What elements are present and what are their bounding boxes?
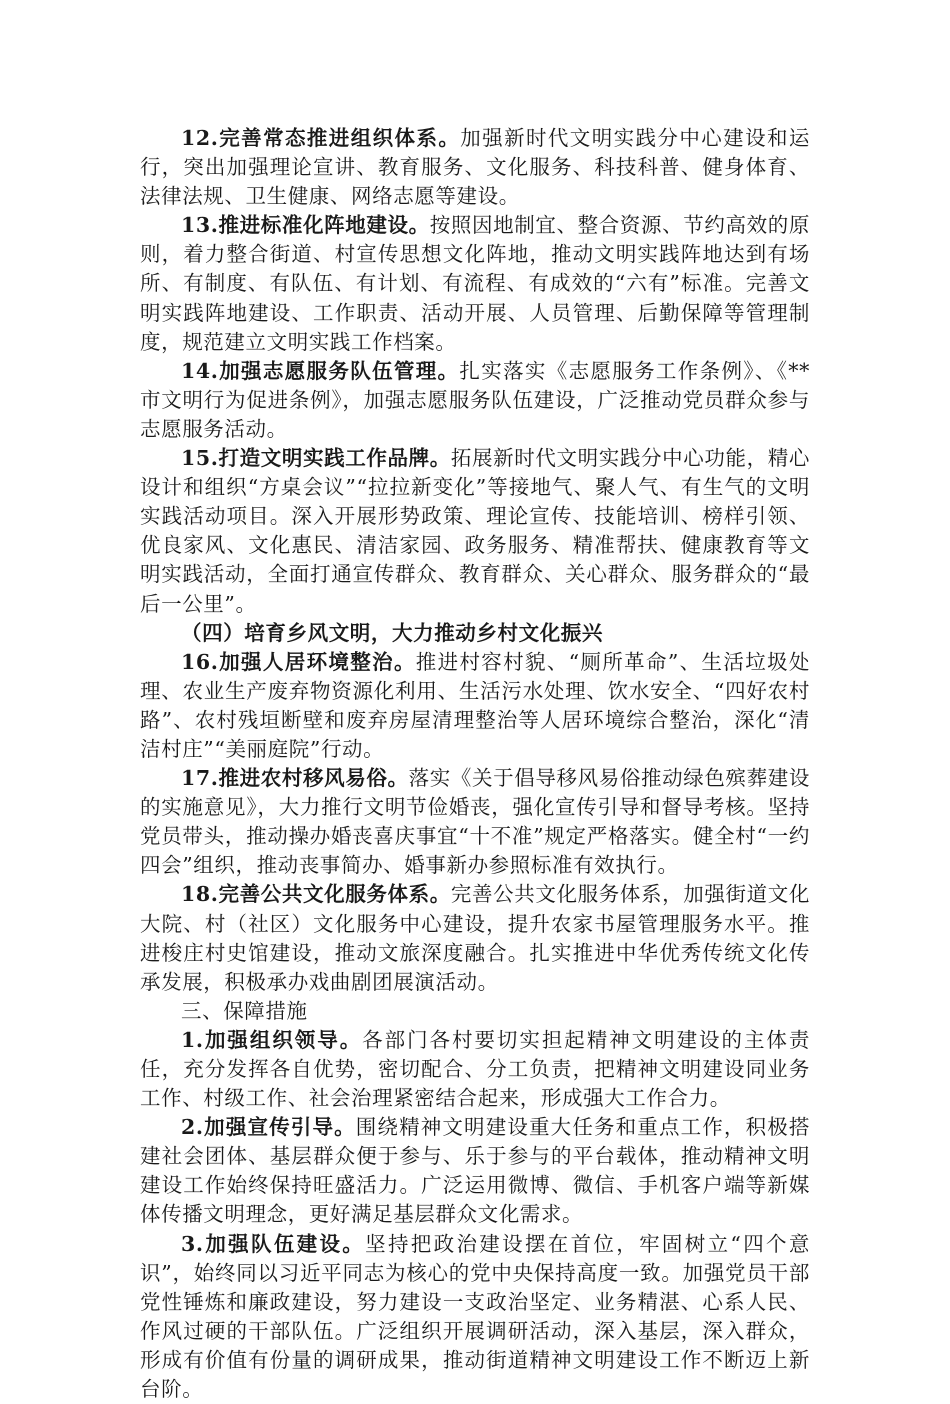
paragraph-14 xyxy=(140,357,810,444)
paragraph-17-lead: 17.推进农村移风易俗。 xyxy=(181,766,409,791)
paragraph-16 xyxy=(140,648,810,764)
paragraph-13-body: 按照因地制宜、整合资源、节约高效的原则，着力整合街道、村宣传思想文化阵地，推动文明实践阵地达到有场所、有制度、有队伍、有计划、有流程、有成效的“六有”标准。完善文明实践阵地建设、工作职责、活动开展、人员管理、后勤保障等管理制度，规范建立文明实践工作档案。 xyxy=(140,213,810,354)
measure-2-body: 围绕精神文明建设重大任务和重点工作，积极搭建社会团体、基层群众便于参与、乐于参与的平台载体，推动精神文明建设工作始终保持旺盛活力。广泛运用微博、微信、手机客户端等新媒体传播文明理念，更好满足基层群众文化需求。 xyxy=(140,1115,810,1227)
measure-3-body: 坚持把政治建设摆在首位，牢固树立“四个意识”，始终同以习近平同志为核心的党中央保持高度一致。加强党员干部党性锤炼和廉政建设，努力建设一支政治坚定、业务精湛、心系人民、作风过硬的干部队伍。广泛组织开展调研活动，深入基层，深入群众，形成有价值有份量的调研成果，推动街道精神文明建设工作不断迈上新台阶。 xyxy=(140,1231,810,1402)
paragraph-16-body: 推进村容村貌、“厕所革命”、生活垃圾处理、农业生产废弃物资源化利用、生活污水处理、饮水安全、“四好农村路”、农村残垣断壁和废弃房屋清理整治等人居环境综合整治，深化“清洁村庄”“美丽庭院”行动。 xyxy=(140,649,810,761)
paragraph-18-body: 完善公共文化服务体系，加强街道文化大院、村（社区）文化服务中心建设，提升农家书屋管理服务水平。推进梭庄村史馆建设，推动文旅深度融合。扎实推进中华优秀传统文化传承发展，积极承办戏曲剧团展演活动。 xyxy=(140,882,810,994)
paragraph-12 xyxy=(140,124,810,211)
paragraph-18 xyxy=(140,880,810,996)
measure-2-lead: 2.加强宣传引导。 xyxy=(181,1115,356,1140)
section-four-heading: （四）培育乡风文明，大力推动乡村文化振兴 xyxy=(181,620,603,645)
measure-3 xyxy=(140,1230,810,1404)
paragraph-14-lead: 14.加强志愿服务队伍管理。 xyxy=(181,358,460,383)
paragraph-17 xyxy=(140,764,810,880)
measure-1-lead: 1.加强组织领导。 xyxy=(181,1027,363,1052)
paragraph-16-lead: 16.加强人居环境整治。 xyxy=(181,649,416,674)
paragraph-13 xyxy=(140,211,810,356)
paragraph-17-body: 落实《关于倡导移风易俗推动绿色殡葬建设的实施意见》，大力推行文明节俭婚丧，强化宣传引导和督导考核。坚持党员带头，推动操办婚丧喜庆事宜“十不准”规定严格落实。健全村“一约四会”组织，推动丧事简办、婚事新办参照标准有效执行。 xyxy=(140,766,810,878)
paragraph-15-lead: 15.打造文明实践工作品牌。 xyxy=(181,446,451,471)
paragraph-18-lead: 18.完善公共文化服务体系。 xyxy=(181,882,451,907)
paragraph-15-body: 拓展新时代文明实践分中心功能，精心设计和组织“方桌会议”“拉拉新变化”等接地气、聚人气、有生气的文明实践活动项目。深入开展形势政策、理论宣传、技能培训、榜样引领、优良家风、文化惠民、清洁家园、政务服务、精准帮扶、健康教育等文明实践活动，全面打通宣传群众、教育群众、关心群众、服务群众的“最后一公里”。 xyxy=(140,446,810,616)
paragraph-14-body: 扎实落实《志愿服务工作条例》、《**市文明行为促进条例》，加强志愿服务队伍建设，广泛推动党员群众参与志愿服务活动。 xyxy=(140,358,810,441)
measure-1-body: 各部门各村要切实担起精神文明建设的主体责任，充分发挥各自优势，密切配合、分工负责，把精神文明建设同业务工作、村级工作、社会治理紧密结合起来，形成强大工作合力。 xyxy=(140,1027,810,1111)
paragraph-12-body: 加强新时代文明实践分中心建设和运行，突出加强理论宣讲、教育服务、文化服务、科技科普、健身体育、法律法规、卫生健康、网络志愿等建设。 xyxy=(140,126,810,209)
section-three-heading: 三、保障措施 xyxy=(181,998,308,1023)
measure-1 xyxy=(140,1026,810,1113)
paragraph-13-lead: 13.推进标准化阵地建设。 xyxy=(181,213,430,238)
measure-3-lead: 3.加强队伍建设。 xyxy=(181,1231,366,1256)
paragraph-15 xyxy=(140,444,810,619)
measure-2 xyxy=(140,1113,810,1229)
paragraph-12-lead: 12.完善常态推进组织体系。 xyxy=(181,126,461,150)
